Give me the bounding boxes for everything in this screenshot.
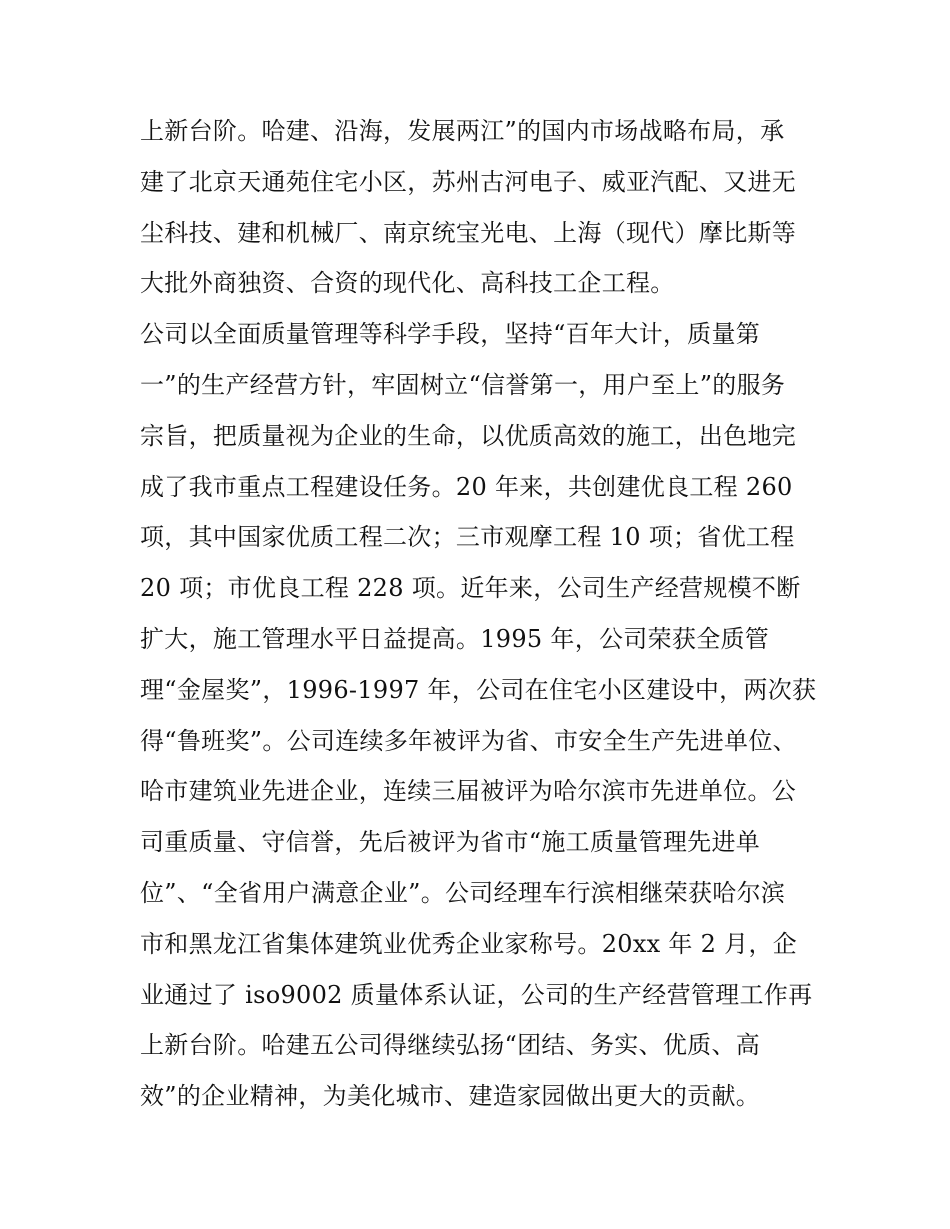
text-line: 宗旨，把质量视为企业的生命，以优质高效的施工，出色地完 <box>140 421 797 450</box>
text-line: 20 项；市优良工程 228 项。近年来，公司生产经营规模不断 <box>140 574 801 603</box>
text-line: 司重质量、守信誉，先后被评为省市“施工质量管理先进单 <box>140 828 761 857</box>
text-line: 理“金屋奖”，1996-1997 年，公司在住宅小区建设中，两次获 <box>140 675 817 704</box>
text-line: 扩大，施工管理水平日益提高。1995 年，公司荣获全质管 <box>140 624 770 653</box>
text-line: 效”的企业精神，为美化城市、建造家园做出更大的贡献。 <box>140 1082 761 1111</box>
text-line: 建了北京天通苑住宅小区，苏州古河电子、威亚汽配、又进无 <box>140 167 797 196</box>
text-line: 公司以全面质量管理等科学手段，坚持“百年大计，质量第 <box>140 320 761 349</box>
text-line: 尘科技、建和机械厂、南京统宝光电、上海（现代）摩比斯等 <box>140 218 797 247</box>
text-line: 业通过了 iso9002 质量体系认证，公司的生产经营管理工作再 <box>140 980 813 1009</box>
text-line: 上新台阶。哈建五公司得继续弘扬“团结、务实、优质、高 <box>140 1031 761 1060</box>
text-line: 上新台阶。哈建、沿海，发展两江”的国内市场战略布局，承 <box>140 117 785 145</box>
text-line: 项，其中国家优质工程二次；三市观摩工程 10 项；省优工程 <box>140 523 795 552</box>
text-line: 得“鲁班奖”。公司连续多年被评为省、市安全生产先进单位、 <box>140 726 797 755</box>
body-text <box>140 106 820 1122</box>
text-line: 成了我市重点工程建设任务。20 年来，共创建优良工程 260 <box>140 472 793 501</box>
text-line: 市和黑龙江省集体建筑业优秀企业家称号。20xx 年 2 月，企 <box>140 929 798 958</box>
text-line: 位”、“全省用户满意企业”。公司经理车行滨相继荣获哈尔滨 <box>140 878 786 907</box>
text-line: 哈市建筑业先进企业，连续三届被评为哈尔滨市先进单位。公 <box>140 777 797 806</box>
text-line: 大批外商独资、合资的现代化、高科技工企工程。 <box>140 269 675 298</box>
text-line: 一”的生产经营方针，牢固树立“信誉第一，用户至上”的服务 <box>140 370 786 399</box>
